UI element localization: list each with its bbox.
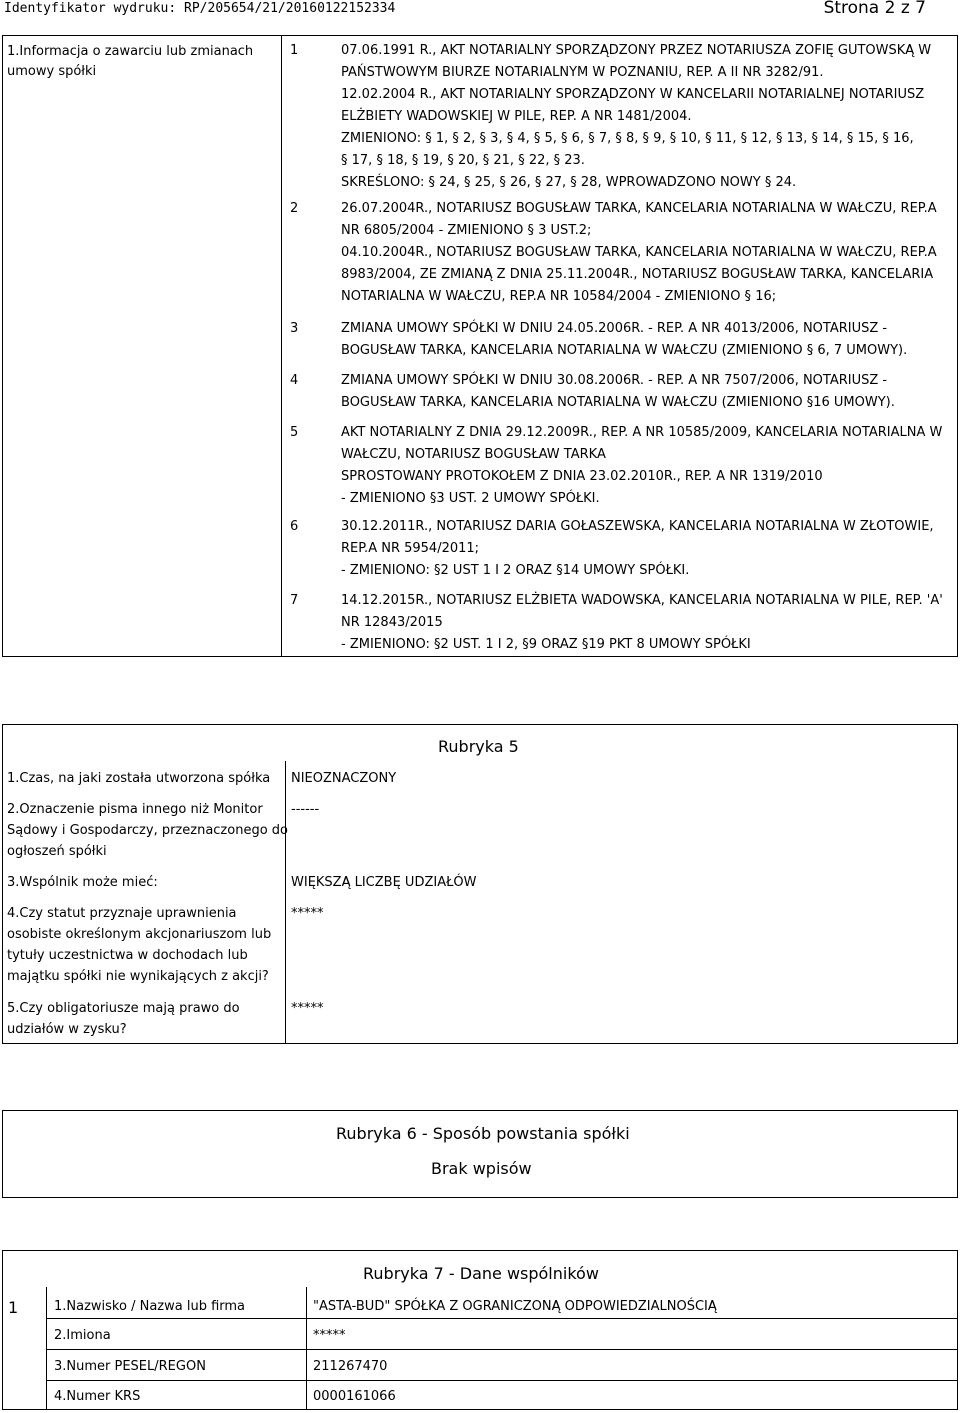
entry-text (341, 422, 942, 510)
shareholder-field-label: 2.Imiona (54, 1328, 111, 1343)
print-identifier: Identyfikator wydruku: RP/205654/21/20160122152334 (4, 1, 396, 16)
row-divider (46, 1318, 957, 1319)
entry-line: BOGUSŁAW TARKA, KANCELARIA NOTARIALNA W WAŁCZU (ZMIENIONO §16 UMOWY). (341, 395, 895, 410)
entry-line: - ZMIENIONO §3 UST. 2 UMOWY SPÓŁKI. (341, 491, 600, 506)
entry-line: 12.02.2004 R., AKT NOTARIALNY SPORZĄDZONY W KANCELARII NOTARIALNEJ NOTARIUSZ (341, 87, 925, 102)
entry-number: 5 (290, 425, 299, 440)
label-line: majątku spółki nie wynikających z akcji? (7, 969, 269, 984)
shareholder-number: 1 (8, 1298, 19, 1317)
entry-line: WAŁCZU, NOTARIUSZ BOGUSŁAW TARKA (341, 447, 606, 462)
entry-line: ZMIENIONO: § 1, § 2, § 3, § 4, § 5, § 6, § 7, § 8, § 9, § 10, § 11, § 12, § 13, § 14, § 15, § 16, (341, 131, 914, 146)
rubryka-5-label (7, 768, 270, 790)
page-number: Strona 2 z 7 (823, 0, 926, 18)
label-line: ogłoszeń spółki (7, 844, 107, 859)
section-label-line: 1.Informacja o zawarciu lub zmianach (7, 44, 254, 59)
entry-line: ELŻBIETY WADOWSKIEJ W PILE, REP. A NR 1481/2004. (341, 109, 692, 124)
entry-line: § 17, § 18, § 19, § 20, § 21, § 22, § 23. (341, 153, 585, 168)
section-divider (281, 36, 282, 656)
rubryka-5-value: ***** (291, 906, 324, 921)
entry-text (341, 318, 907, 362)
label-line: udziałów w zysku? (7, 1022, 127, 1037)
entry-line: 14.12.2015R., NOTARIUSZ ELŻBIETA WADOWSKA, KANCELARIA NOTARIALNA W PILE, REP. 'A' (341, 593, 943, 608)
row-divider (46, 1380, 957, 1381)
entry-line: ZMIANA UMOWY SPÓŁKI W DNIU 30.08.2006R. - REP. A NR 7507/2006, NOTARIUSZ - (341, 373, 888, 388)
shareholder-field-value: "ASTA-BUD" SPÓŁKA Z OGRANICZONĄ ODPOWIEDZIALNOŚCIĄ (313, 1299, 717, 1314)
rubryka-5-value: WIĘKSZĄ LICZBĘ UDZIAŁÓW (291, 875, 477, 890)
rubryka-5-label (7, 799, 288, 862)
entry-number: 2 (290, 201, 299, 216)
entry-line: 07.06.1991 R., AKT NOTARIALNY SPORZĄDZONY PRZEZ NOTARIUSZA ZOFIĘ GUTOWSKĄ W (341, 43, 932, 58)
shareholder-field-label: 4.Numer KRS (54, 1389, 141, 1404)
entry-line: PAŃSTWOWYM BIURZE NOTARIALNYM W POZNANIU, REP. A II NR 3282/91. (341, 65, 824, 80)
rubryka-7-num-divider (46, 1287, 47, 1409)
entry-number: 6 (290, 519, 299, 534)
entry-line: 04.10.2004R., NOTARIUSZ BOGUSŁAW TARKA, KANCELARIA NOTARIALNA W WAŁCZU, REP.A (341, 245, 937, 260)
label-line: 2.Oznaczenie pisma innego niż Monitor (7, 802, 263, 817)
entry-line: BOGUSŁAW TARKA, KANCELARIA NOTARIALNA W WAŁCZU (ZMIENIONO § 6, 7 UMOWY). (341, 343, 908, 358)
rubryka-6-content: Brak wpisów (431, 1159, 532, 1178)
entry-line: NR 6805/2004 - ZMIENIONO § 3 UST.2; (341, 223, 592, 238)
label-line: osobiste określonym akcjonariuszom lub (7, 927, 272, 942)
entry-text (341, 590, 943, 656)
entry-text (341, 40, 931, 194)
entry-line: SKREŚLONO: § 24, § 25, § 26, § 27, § 28, WPROWADZONO NOWY § 24. (341, 175, 797, 190)
row-divider (46, 1349, 957, 1350)
shareholder-field-value: 211267470 (313, 1359, 388, 1374)
entry-line: 26.07.2004R., NOTARIUSZ BOGUSŁAW TARKA, KANCELARIA NOTARIALNA W WAŁCZU, REP.A (341, 201, 937, 216)
rubryka-7-title: Rubryka 7 - Dane wspólników (363, 1264, 599, 1283)
entry-line: 8983/2004, ZE ZMIANĄ Z DNIA 25.11.2004R., NOTARIUSZ BOGUSŁAW TARKA, KANCELARIA (341, 267, 934, 282)
entry-line: - ZMIENIONO: §2 UST. 1 I 2, §9 ORAZ §19 PKT 8 UMOWY SPÓŁKI (341, 637, 751, 652)
entry-number: 1 (290, 43, 299, 58)
section-label-line: umowy spółki (7, 64, 97, 79)
label-line: 1.Czas, na jaki została utworzona spółka (7, 771, 271, 786)
shareholder-field-value: ***** (313, 1328, 346, 1343)
entry-number: 7 (290, 593, 299, 608)
shareholder-field-value: 0000161066 (313, 1389, 396, 1404)
entry-text (341, 516, 934, 582)
entry-number: 4 (290, 373, 299, 388)
rubryka-5-label (7, 998, 240, 1040)
entry-text (341, 198, 937, 308)
entry-number: 3 (290, 321, 299, 336)
label-line: 5.Czy obligatoriusze mają prawo do (7, 1001, 240, 1016)
label-line: 4.Czy statut przyznaje uprawnienia (7, 906, 237, 921)
entry-line: NR 12843/2015 (341, 615, 443, 630)
shareholder-field-label: 1.Nazwisko / Nazwa lub firma (54, 1299, 246, 1314)
rubryka-7-value-divider (306, 1287, 307, 1409)
entry-line: NOTARIALNA W WAŁCZU, REP.A NR 10584/2004 - ZMIENIONO § 16; (341, 289, 777, 304)
entry-line: - ZMIENIONO: §2 UST 1 I 2 ORAZ §14 UMOWY SPÓŁKI. (341, 563, 690, 578)
entry-line: ZMIANA UMOWY SPÓŁKI W DNIU 24.05.2006R. - REP. A NR 4013/2006, NOTARIUSZ - (341, 321, 888, 336)
entry-line: 30.12.2011R., NOTARIUSZ DARIA GOŁASZEWSKA, KANCELARIA NOTARIALNA W ZŁOTOWIE, (341, 519, 934, 534)
rubryka-5-label (7, 872, 158, 894)
entry-line: SPROSTOWANY PROTOKOŁEM Z DNIA 23.02.2010R., REP. A NR 1319/2010 (341, 469, 823, 484)
entry-line: AKT NOTARIALNY Z DNIA 29.12.2009R., REP. A NR 10585/2009, KANCELARIA NOTARIALNA W (341, 425, 943, 440)
label-line: tytuły uczestnictwa w dochodach lub (7, 948, 248, 963)
label-line: Sądowy i Gospodarczy, przeznaczonego do (7, 823, 288, 838)
shareholder-field-label: 3.Numer PESEL/REGON (54, 1359, 206, 1374)
rubryka-5-value: ------ (291, 802, 320, 817)
rubryka-5-title: Rubryka 5 (438, 737, 519, 756)
entry-line: REP.A NR 5954/2011; (341, 541, 480, 556)
rubryka-6-title: Rubryka 6 - Sposób powstania spółki (336, 1124, 630, 1143)
rubryka-5-value: ***** (291, 1001, 324, 1016)
rubryka-5-value: NIEOZNACZONY (291, 771, 397, 786)
label-line: 3.Wspólnik może mieć: (7, 875, 158, 890)
rubryka-5-label (7, 903, 271, 987)
section-label (7, 42, 253, 82)
entry-text (341, 370, 895, 414)
